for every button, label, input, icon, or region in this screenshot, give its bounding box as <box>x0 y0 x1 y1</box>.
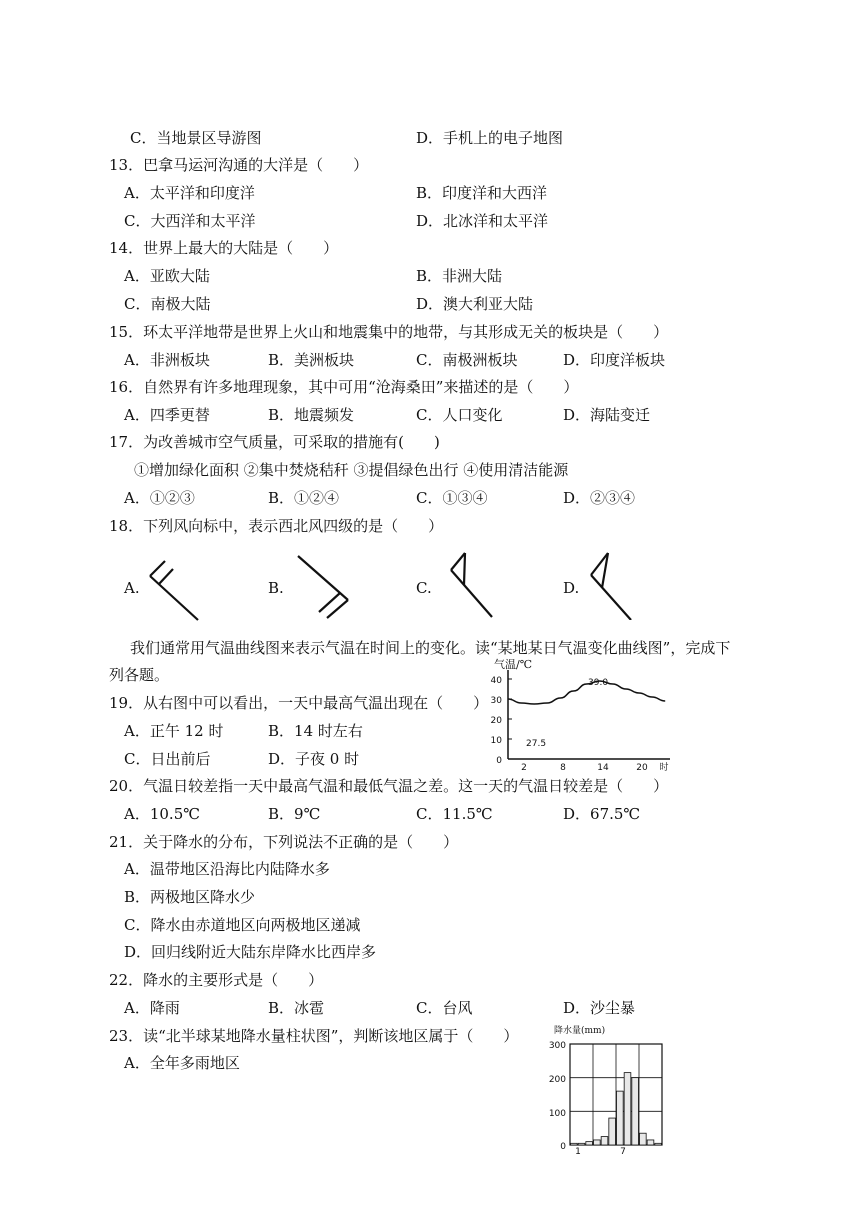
q21-option-a: A．温带地区沿海比内陆降水多 <box>124 860 330 878</box>
temp-ytick-30: 30 <box>490 696 502 706</box>
wind-symbol-b-icon <box>294 552 364 622</box>
precip-chart-ylabel: 降水量(mm) <box>554 1026 606 1036</box>
intro-line-2: 列各题。 <box>109 666 170 684</box>
temp-max-label: 39.0 <box>588 678 609 688</box>
precip-bar-month-10 <box>640 1133 647 1145</box>
q15-option-b: B．美洲板块 <box>268 351 355 369</box>
q19-stem: 19．从右图中可以看出，一天中最高气温出现在（ ） <box>109 694 489 712</box>
precip-bar-month-11 <box>647 1140 654 1145</box>
temp-series-line <box>508 681 665 704</box>
q21-option-b: B．两极地区降水少 <box>124 888 256 906</box>
q17-option-a: A．①②③ <box>124 489 195 507</box>
q20-stem: 20．气温日较差指一天中最高气温和最低气温之差。这一天的气温日较差是（ ） <box>109 777 669 795</box>
q21-stem: 21．关于降水的分布，下列说法不正确的是（ ） <box>109 833 459 851</box>
wind-symbol-c-icon <box>440 550 500 620</box>
q23-option-a: A．全年多雨地区 <box>124 1054 240 1072</box>
q17-option-d: D．②③④ <box>563 489 636 507</box>
q18-option-c: C. <box>416 579 432 597</box>
q13-option-b: B．印度洋和大西洋 <box>416 184 548 202</box>
q22-option-d: D．沙尘暴 <box>563 999 636 1017</box>
q19-option-a: A．正午 12 时 <box>124 722 224 740</box>
precip-bar-month-7 <box>617 1091 624 1145</box>
q15-stem: 15．环太平洋地带是世界上火山和地震集中的地带，与其形成无关的板块是（ ） <box>109 323 669 341</box>
q13-option-a: A．太平洋和印度洋 <box>124 184 255 202</box>
precip-ytick-0: 0 <box>560 1142 566 1152</box>
q23-stem: 23．读“北半球某地降水量柱状图”，判断该地区属于（ ） <box>109 1027 519 1045</box>
q16-option-a: A．四季更替 <box>124 406 210 424</box>
q18-option-d: D. <box>563 579 580 597</box>
precip-bar-month-3 <box>586 1142 593 1145</box>
precip-bar-month-6 <box>609 1118 616 1145</box>
q17-measures: ①增加绿化面积 ②集中焚烧秸秆 ③提倡绿色出行 ④使用清洁能源 <box>134 461 569 479</box>
precipitation-chart <box>540 1023 680 1155</box>
precip-xtick-7: 7 <box>620 1147 626 1155</box>
q14-stem: 14．世界上最大的大陆是（ ） <box>109 239 339 257</box>
temp-ytick-20: 20 <box>490 716 502 726</box>
q22-option-b: B．冰雹 <box>268 999 325 1017</box>
precip-xtick-1: 1 <box>575 1147 581 1155</box>
temperature-chart <box>478 655 678 775</box>
q14-option-a: A．亚欧大陆 <box>124 267 210 285</box>
precip-bar-month-12 <box>655 1143 662 1145</box>
q16-option-c: C．人口变化 <box>416 406 503 424</box>
temp-xtick-8: 8 <box>560 763 566 773</box>
precip-bar-month-5 <box>601 1137 608 1145</box>
q15-option-d: D．印度洋板块 <box>563 351 666 369</box>
q12-option-d: D．手机上的电子地图 <box>416 129 564 147</box>
q21-option-d: D．回归线附近大陆东岸降水比西岸多 <box>124 943 377 961</box>
temp-x-unit: 时 <box>659 763 669 773</box>
precip-ytick-100: 100 <box>548 1109 566 1119</box>
precip-ytick-200: 200 <box>548 1075 566 1085</box>
q16-option-d: D．海陆变迁 <box>563 406 651 424</box>
q14-option-c: C．南极大陆 <box>124 295 211 313</box>
q15-option-a: A．非洲板块 <box>124 351 210 369</box>
temp-min-label: 27.5 <box>526 739 547 749</box>
temp-ytick-40: 40 <box>490 676 502 686</box>
q20-option-a: A．10.5℃ <box>124 805 201 823</box>
q13-option-c: C．大西洋和太平洋 <box>124 212 256 230</box>
q17-stem: 17．为改善城市空气质量，可采取的措施有( ) <box>109 433 440 451</box>
precip-ytick-300: 300 <box>548 1041 566 1051</box>
q18-option-b: B. <box>268 579 284 597</box>
q17-option-b: B．①②④ <box>268 489 340 507</box>
temp-chart-ylabel: 气温/℃ <box>494 658 533 671</box>
q15-option-c: C．南极洲板块 <box>416 351 518 369</box>
q22-option-a: A．降雨 <box>124 999 180 1017</box>
q17-option-c: C．①③④ <box>416 489 488 507</box>
precip-grid <box>570 1044 662 1145</box>
q12-option-c: C．当地景区导游图 <box>130 129 262 147</box>
q13-stem: 13．巴拿马运河沟通的大洋是（ ） <box>109 156 369 174</box>
intro-line-1: 我们通常用气温曲线图来表示气温在时间上的变化。读“某地某日气温变化曲线图”，完成下 <box>130 639 731 657</box>
temp-xtick-14: 14 <box>597 763 609 773</box>
temp-xtick-20: 20 <box>636 763 648 773</box>
q19-option-c: C．日出前后 <box>124 750 211 768</box>
wind-symbol-d-icon <box>585 550 645 620</box>
precip-bar-month-8 <box>624 1073 631 1145</box>
q22-option-c: C．台风 <box>416 999 473 1017</box>
q18-option-a: A. <box>124 579 140 597</box>
q14-option-b: B．非洲大陆 <box>416 267 503 285</box>
q21-option-c: C．降水由赤道地区向两极地区递减 <box>124 916 361 934</box>
precip-bar-month-4 <box>594 1140 601 1145</box>
precip-bar-month-1 <box>571 1143 578 1145</box>
q16-stem: 16．自然界有许多地理现象，其中可用“沧海桑田”来描述的是（ ） <box>109 378 579 396</box>
temp-ytick-0: 0 <box>496 756 502 766</box>
q20-option-d: D．67.5℃ <box>563 805 641 823</box>
temp-ytick-10: 10 <box>490 736 502 746</box>
precip-bar-month-9 <box>632 1078 639 1145</box>
temp-xtick-2: 2 <box>521 763 527 773</box>
q19-option-b: B．14 时左右 <box>268 722 363 740</box>
wind-symbol-a-icon <box>145 553 215 623</box>
q16-option-b: B．地震频发 <box>268 406 355 424</box>
q20-option-c: C．11.5℃ <box>416 805 493 823</box>
q19-option-d: D．子夜 0 时 <box>268 750 360 768</box>
q20-option-b: B．9℃ <box>268 805 321 823</box>
q13-option-d: D．北冰洋和太平洋 <box>416 212 549 230</box>
q18-stem: 18．下列风向标中，表示西北风四级的是（ ） <box>109 517 444 535</box>
precip-bar-month-2 <box>578 1143 585 1145</box>
q22-stem: 22．降水的主要形式是（ ） <box>109 971 324 989</box>
q14-option-d: D．澳大利亚大陆 <box>416 295 534 313</box>
